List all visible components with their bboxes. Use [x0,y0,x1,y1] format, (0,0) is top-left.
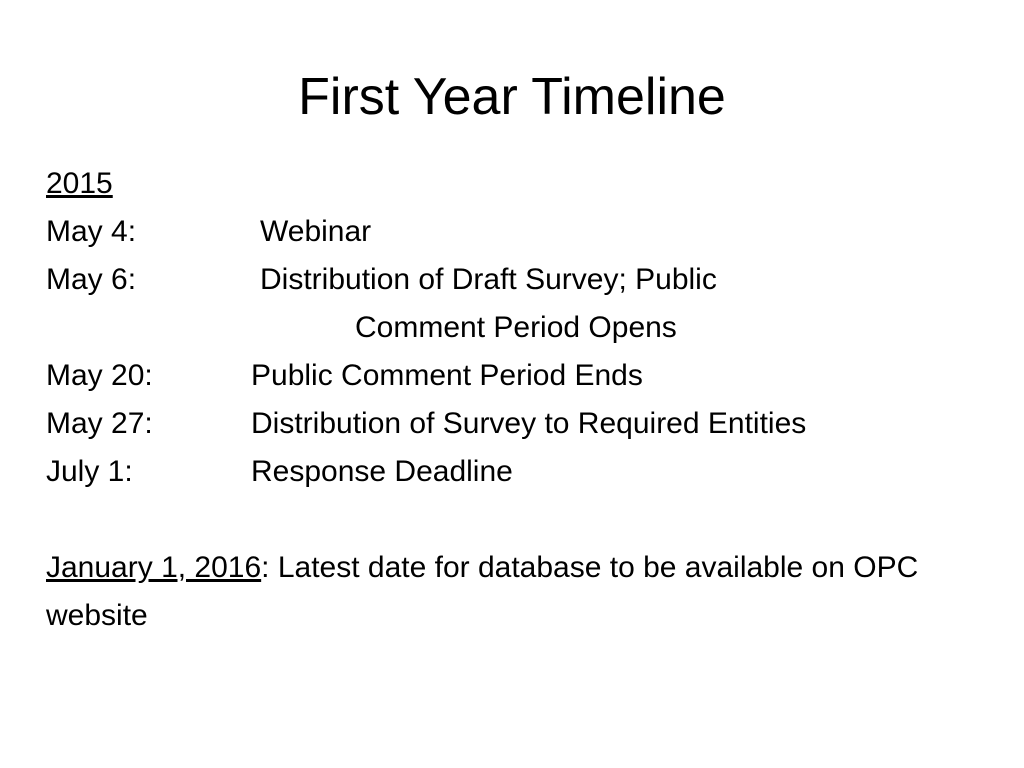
event-date: May 4: [46,215,137,248]
event-description: Response Deadline [251,455,513,488]
slide-title: First Year Timeline [298,68,726,126]
timeline-event [46,208,986,256]
deadline-text: Latest date for database to be available on OPC website [46,551,919,632]
event-date: May 27: [46,407,153,440]
deadline-separator: : [261,551,270,584]
event-description: Distribution of Draft Survey; Public [260,263,717,296]
event-description: Webinar [260,215,372,248]
year-heading-row [46,160,986,208]
timeline-body [46,160,986,640]
deadline-date: January 1, 2016 [46,551,262,584]
deadline-paragraph [46,544,976,640]
year-heading: 2015 [46,167,113,200]
spacer [46,496,986,544]
timeline-event [46,400,986,448]
event-date: May 20: [46,359,153,392]
timeline-event-continuation [46,304,986,352]
event-date: July 1: [46,455,133,488]
event-description: Public Comment Period Ends [251,359,643,392]
timeline-event [46,448,986,496]
timeline-event [46,256,986,304]
timeline-event [46,352,986,400]
event-description-continuation: Comment Period Opens [355,311,677,344]
event-date: May 6: [46,263,137,296]
event-description: Distribution of Survey to Required Entities [251,407,807,440]
